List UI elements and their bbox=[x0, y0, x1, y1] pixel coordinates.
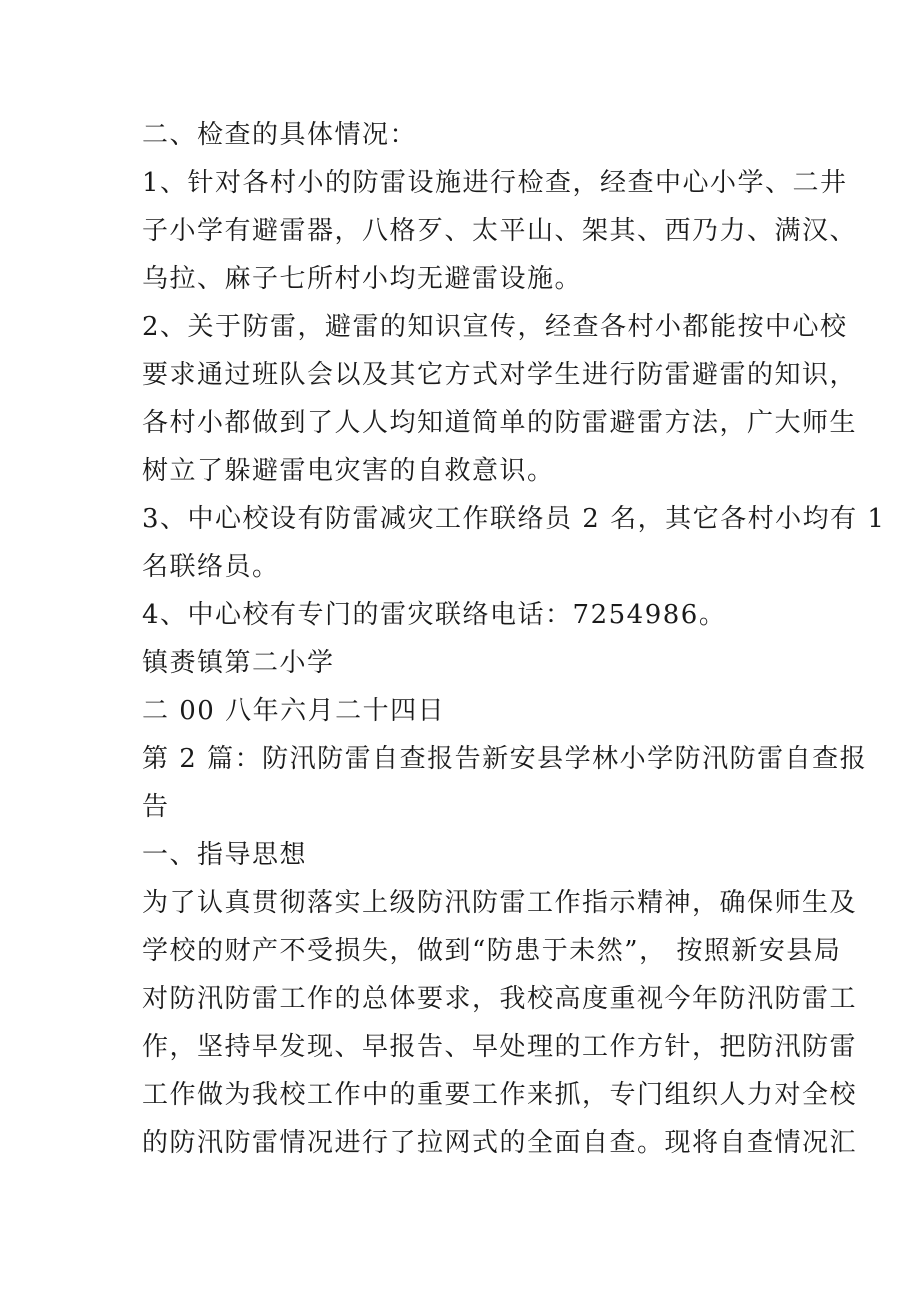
paragraph-line: 1、针对各村小的防雷设施进行检查，经查中心小学、二井 bbox=[142, 168, 848, 198]
paragraph-line: 工作做为我校工作中的重要工作来抓，专门组织人力对全校 bbox=[142, 1080, 858, 1110]
paragraph-line: 的防汛防雷情况进行了拉网式的全面自查。现将自查情况汇 bbox=[142, 1128, 858, 1158]
paragraph-line: 4、中心校有专门的雷灾联络电话：7254986。 bbox=[142, 600, 727, 630]
article-title-continued: 告 bbox=[142, 792, 170, 822]
paragraph-line: 为了认真贯彻落实上级防汛防雷工作指示精神，确保师生及 bbox=[142, 888, 858, 918]
paragraph-line: 对防汛防雷工作的总体要求，我校高度重视今年防汛防雷工 bbox=[142, 984, 858, 1014]
article-title: 第 2 篇：防汛防雷自查报告新安县学林小学防汛防雷自查报 bbox=[142, 744, 868, 774]
paragraph-line: 树立了躲避雷电灾害的自救意识。 bbox=[142, 456, 555, 486]
document-body bbox=[142, 111, 886, 1167]
section-heading-inspection: 二、检查的具体情况： bbox=[142, 120, 418, 150]
paragraph-line: 乌拉、麻子七所村小均无避雷设施。 bbox=[142, 264, 583, 294]
paragraph-line: 2、关于防雷，避雷的知识宣传，经查各村小都能按中心校 bbox=[142, 312, 848, 342]
paragraph-line: 作，坚持早发现、早报告、早处理的工作方针，把防汛防雷 bbox=[142, 1032, 858, 1062]
paragraph-line: 要求通过班队会以及其它方式对学生进行防雷避雷的知识， bbox=[142, 360, 858, 390]
paragraph-line: 名联络员。 bbox=[142, 552, 280, 582]
paragraph-line: 子小学有避雷器，八格歹、太平山、架其、西乃力、满汉、 bbox=[142, 216, 858, 246]
paragraph-line: 学校的财产不受损失，做到“防患于未然”， 按照新安县局 bbox=[142, 936, 842, 966]
paragraph-line: 3、中心校设有防雷减灾工作联络员 2 名，其它各村小均有 1 bbox=[142, 504, 886, 534]
signature-date: 二 00 八年六月二十四日 bbox=[142, 696, 446, 726]
paragraph-line: 各村小都做到了人人均知道简单的防雷避雷方法，广大师生 bbox=[142, 408, 858, 438]
section-heading-guiding-thought: 一、指导思想 bbox=[142, 840, 308, 870]
signature-school: 镇赉镇第二小学 bbox=[142, 648, 335, 678]
